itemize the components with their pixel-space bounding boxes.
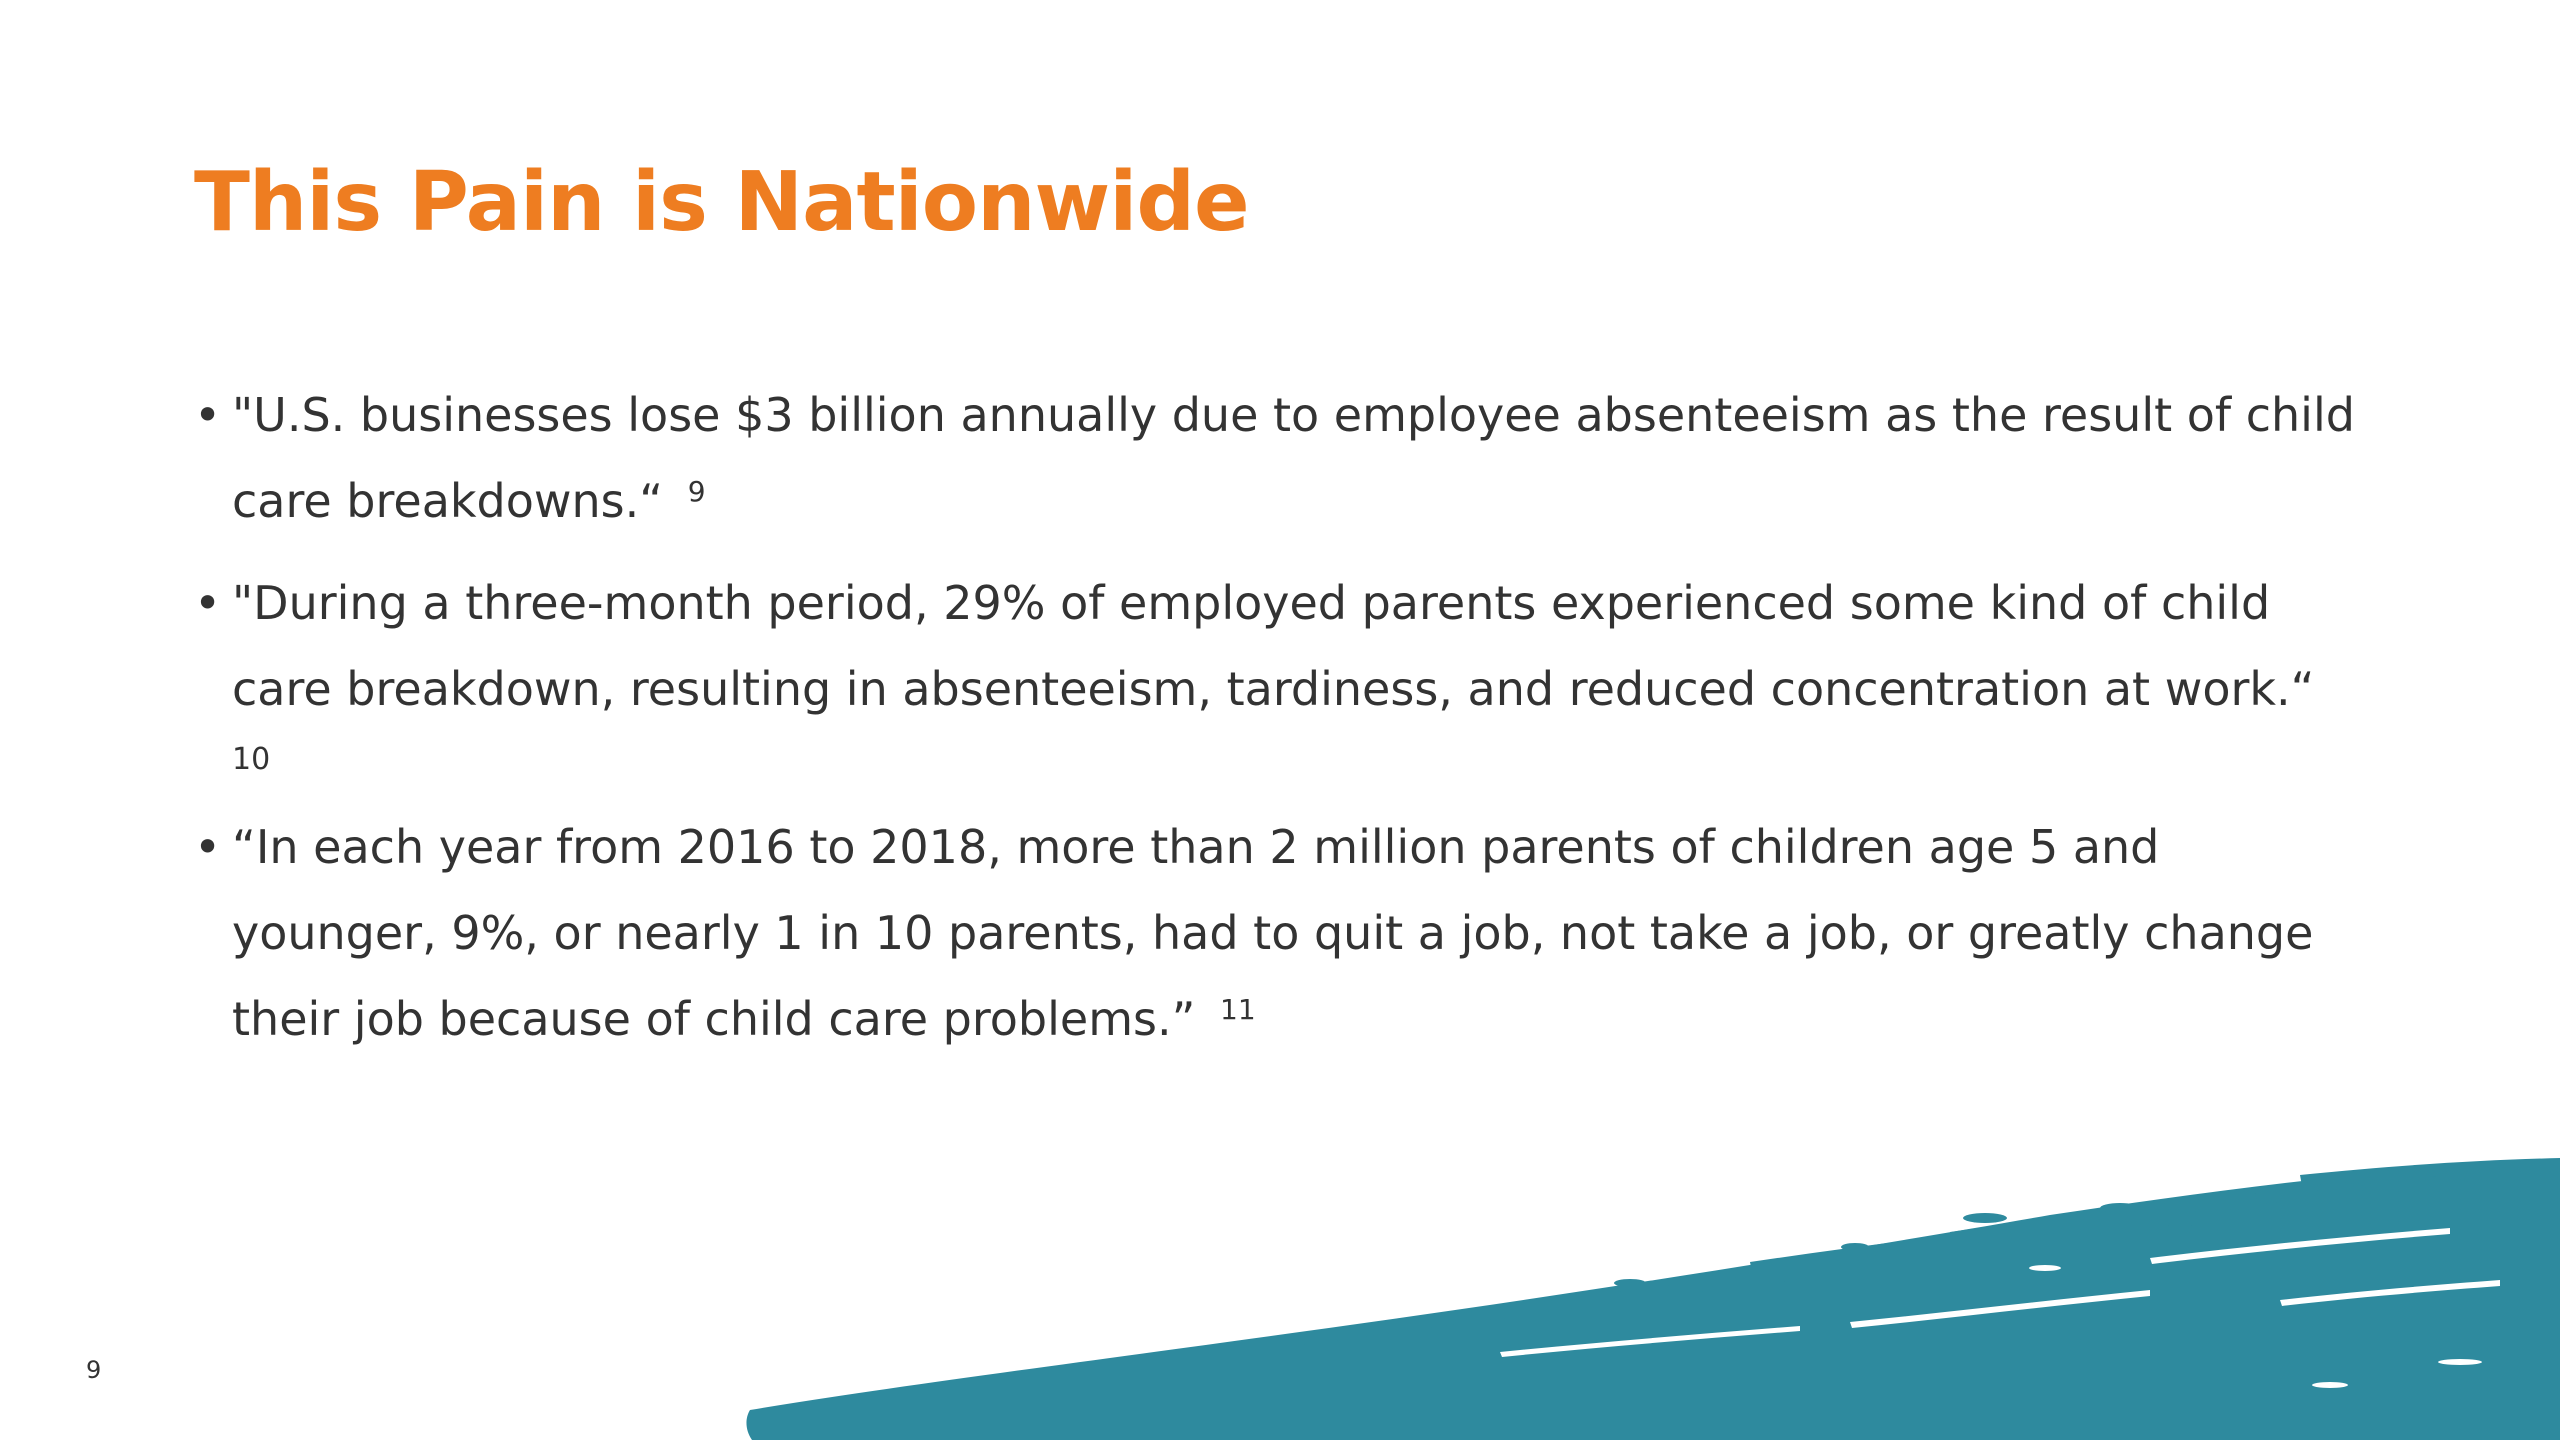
- citation-number: 10: [232, 742, 271, 777]
- bullet-text: “In each year from 2016 to 2018, more than 2 million parents of children age 5 and younger, 9%, or nearly 1 in 10 parents, had to quit a job, not take a job, or greatly change their job because of child care problems.”: [232, 820, 2314, 1046]
- bullet-dot: •: [194, 388, 222, 442]
- bullet-item: [194, 372, 2374, 544]
- bullet-item: [194, 560, 2374, 788]
- bullet-text: "During a three-month period, 29% of employed parents experienced some kind of child care breakdown, resulting in absenteeism, tardiness, and reduced concentration at work.“: [232, 576, 2315, 716]
- bullet-list: [194, 372, 2374, 1078]
- bullet-text: "U.S. businesses lose $3 billion annually due to employee absenteeism as the result of child care breakdowns.“: [232, 388, 2355, 528]
- bullet-dot: •: [194, 576, 222, 630]
- citation-number: 9: [687, 474, 706, 508]
- bullet-item: [194, 804, 2374, 1062]
- slide-title: This Pain is Nationwide: [194, 155, 1249, 250]
- bullet-dot: •: [194, 820, 222, 874]
- page-number: 9: [86, 1356, 102, 1384]
- citation-number: 11: [1220, 992, 1256, 1026]
